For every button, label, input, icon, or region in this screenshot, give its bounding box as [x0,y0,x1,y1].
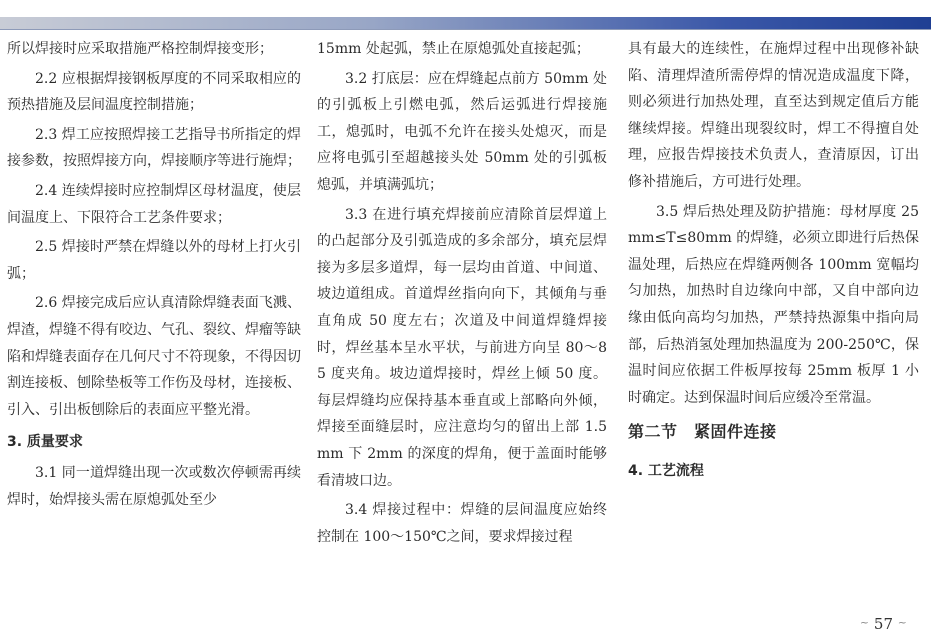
header-band [0,17,931,29]
paragraph: 3.1 同一道焊缝出现一次或数次停顿需再续焊时，始焊接头需在原熄弧处至少 [7,464,301,508]
paragraph: 具有最大的连续性，在施焊过程中出现修补缺陷、清理焊渣所需停焊的情况造成温度下降，则必须进行加热处理，直至达到规定值后方能继续焊接。焊缝出现裂纹时，焊工不得擅自处理，应报告焊接技术负责人，查清原因，订出修补措施后，方可进行处理。 [628,41,919,190]
page-ornament-right: ~ [897,616,907,629]
paragraph: 3.4 焊接过程中：焊缝的层间温度应始终控制在 100～150℃之间，要求焊接过程 [317,502,607,545]
page-ornament-left: ~ [859,616,870,629]
chapter-heading: 第二节 紧固件连接 [628,422,777,442]
text-column-1 [7,36,301,513]
paragraph: 2.4 连续焊接时应控制焊区母材温度，使层间温度上、下限符合工艺条件要求； [7,182,301,226]
paragraph: 所以焊接时应采取措施严格控制焊接变形； [7,41,273,57]
paragraph: 2.3 焊工应按照焊接工艺指导书所指定的焊接参数，按照焊接方向，焊接顺序等进行施焊； [7,126,301,170]
section-heading: 4. 工艺流程 [628,462,704,479]
header-rule [0,29,931,30]
page-number [860,615,907,633]
paragraph: 2.6 焊接完成后应认真清除焊缝表面飞溅、焊渣，焊缝不得有咬边、气孔、裂纹、焊瘤等缺陷和焊缝表面存在几何尺寸不符现象，不得因切割连接板、刨除垫板等工作伤及母材，连接板、引入、引出板刨除后的表面应平整光滑。 [7,295,301,418]
paragraph: 2.2 应根据焊接钢板厚度的不同采取相应的预热措施及层间温度控制措施； [7,70,301,114]
paragraph: 3.5 焊后热处理及防护措施：母材厚度 25mm≤T≤80mm 的焊缝，必须立即进行后热保温处理，后热应在焊缝两侧各 100mm 宽幅均匀加热，加热时自边缘向中部，又自中部向边缘由低向高均匀加热，严禁持热源集中指向局部，后热消氢处理加热温度为 200-250℃，保温时间应依据工件板厚按每 25mm 板厚 1 小时确定。达到保温时间后应缓冷至常温。 [628,203,919,406]
paragraph: 15mm 处起弧，禁止在原熄弧处直接起弧； [317,41,590,57]
text-column-3 [628,36,919,485]
page-number-value: 57 [873,615,893,633]
section-heading: 3. 质量要求 [7,434,83,451]
paragraph: 2.5 焊接时严禁在焊缝以外的母材上打火引弧； [7,239,301,282]
paragraph: 3.3 在进行填充焊接前应清除首层焊道上的凸起部分及引弧造成的多余部分，填充层焊接为多层多道焊，每一层均由首道、中间道、坡边道组成。首道焊丝指向向下，其倾角与垂直角成 50 度左右；次道及中间道焊缝焊接时，焊丝基本呈水平状，与前进方向呈 80～85 度夹角。坡边道焊接时，焊丝上倾 50 度。每层焊缝均应保持基本垂直或上部略向外倾，焊接至面缝层时，应注意均匀的留出上部 1.5mm 下 2mm 的深度的焊角，便于盖面时能够看清坡口边。 [317,206,607,489]
paragraph: 3.2 打底层：应在焊缝起点前方 50mm 处的引弧板上引燃电弧，然后运弧进行焊接施工，熄弧时，电弧不允许在接头处熄灭，而是应将电弧引至超越接头处 50mm 处的引弧板熄弧，并填满弧坑； [317,70,607,193]
text-column-2 [317,36,607,550]
